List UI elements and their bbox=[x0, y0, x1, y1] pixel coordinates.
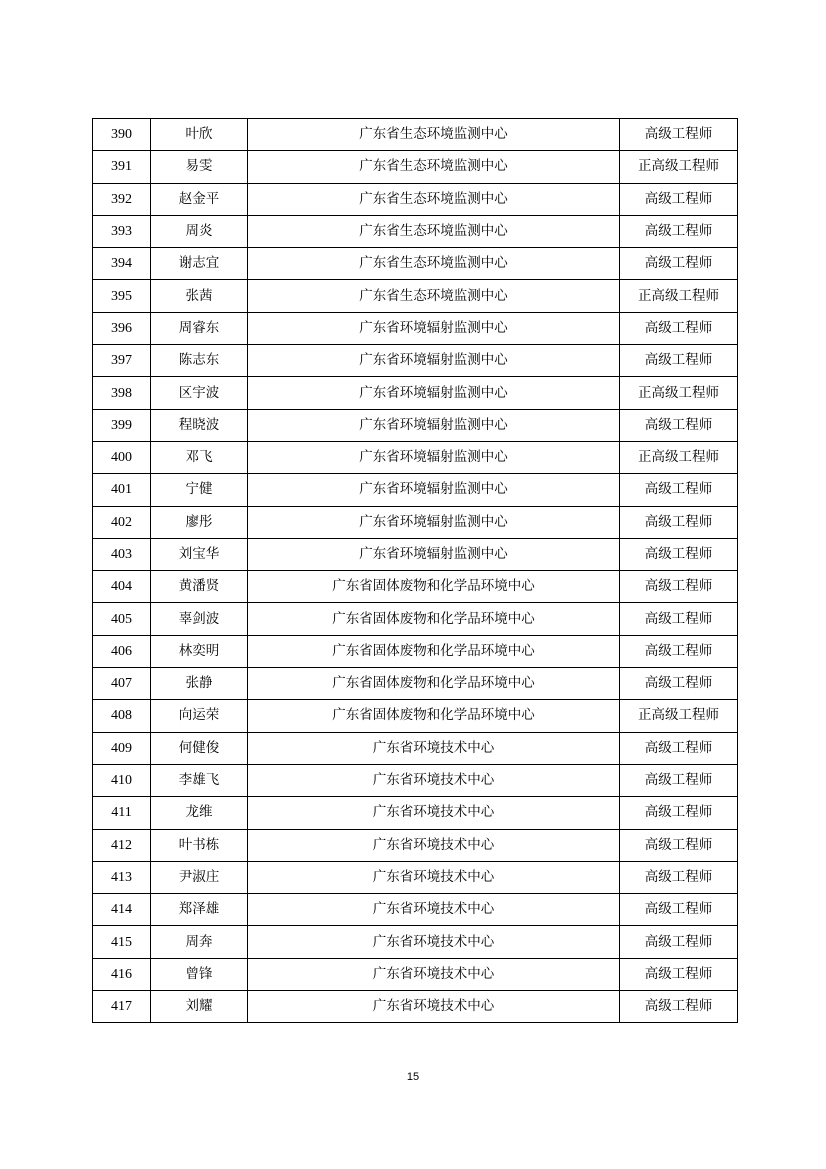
job-title-cell: 高级工程师 bbox=[620, 603, 738, 635]
serial-number-cell: 395 bbox=[93, 280, 151, 312]
name-cell: 叶书栋 bbox=[151, 829, 248, 861]
serial-number-cell: 409 bbox=[93, 732, 151, 764]
table-row bbox=[93, 119, 738, 151]
table-row bbox=[93, 409, 738, 441]
organization-cell: 广东省固体废物和化学品环境中心 bbox=[248, 700, 620, 732]
job-title-cell: 高级工程师 bbox=[620, 345, 738, 377]
name-cell: 周炎 bbox=[151, 215, 248, 247]
job-title-cell: 高级工程师 bbox=[620, 958, 738, 990]
organization-cell: 广东省环境辐射监测中心 bbox=[248, 506, 620, 538]
serial-number-cell: 416 bbox=[93, 958, 151, 990]
table-row bbox=[93, 732, 738, 764]
table-row bbox=[93, 764, 738, 796]
job-title-cell: 高级工程师 bbox=[620, 538, 738, 570]
table-row bbox=[93, 248, 738, 280]
roster-table-body bbox=[93, 119, 738, 1023]
name-cell: 何健俊 bbox=[151, 732, 248, 764]
organization-cell: 广东省固体废物和化学品环境中心 bbox=[248, 571, 620, 603]
name-cell: 向运荣 bbox=[151, 700, 248, 732]
serial-number-cell: 397 bbox=[93, 345, 151, 377]
organization-cell: 广东省固体废物和化学品环境中心 bbox=[248, 603, 620, 635]
name-cell: 尹淑庄 bbox=[151, 861, 248, 893]
serial-number-cell: 393 bbox=[93, 215, 151, 247]
name-cell: 龙维 bbox=[151, 797, 248, 829]
organization-cell: 广东省固体废物和化学品环境中心 bbox=[248, 668, 620, 700]
serial-number-cell: 398 bbox=[93, 377, 151, 409]
table-row bbox=[93, 506, 738, 538]
table-row bbox=[93, 700, 738, 732]
name-cell: 易雯 bbox=[151, 151, 248, 183]
name-cell: 赵金平 bbox=[151, 183, 248, 215]
serial-number-cell: 390 bbox=[93, 119, 151, 151]
name-cell: 谢志宜 bbox=[151, 248, 248, 280]
job-title-cell: 高级工程师 bbox=[620, 312, 738, 344]
job-title-cell: 正高级工程师 bbox=[620, 700, 738, 732]
name-cell: 叶欣 bbox=[151, 119, 248, 151]
organization-cell: 广东省生态环境监测中心 bbox=[248, 151, 620, 183]
name-cell: 张静 bbox=[151, 668, 248, 700]
serial-number-cell: 412 bbox=[93, 829, 151, 861]
job-title-cell: 正高级工程师 bbox=[620, 280, 738, 312]
organization-cell: 广东省生态环境监测中心 bbox=[248, 280, 620, 312]
job-title-cell: 高级工程师 bbox=[620, 635, 738, 667]
serial-number-cell: 391 bbox=[93, 151, 151, 183]
name-cell: 辜剑波 bbox=[151, 603, 248, 635]
table-row bbox=[93, 183, 738, 215]
table-row bbox=[93, 926, 738, 958]
organization-cell: 广东省生态环境监测中心 bbox=[248, 183, 620, 215]
job-title-cell: 正高级工程师 bbox=[620, 441, 738, 473]
serial-number-cell: 399 bbox=[93, 409, 151, 441]
table-row bbox=[93, 474, 738, 506]
organization-cell: 广东省环境辐射监测中心 bbox=[248, 377, 620, 409]
job-title-cell: 高级工程师 bbox=[620, 248, 738, 280]
name-cell: 陈志东 bbox=[151, 345, 248, 377]
table-row bbox=[93, 280, 738, 312]
name-cell: 刘宝华 bbox=[151, 538, 248, 570]
serial-number-cell: 406 bbox=[93, 635, 151, 667]
name-cell: 张茜 bbox=[151, 280, 248, 312]
table-row bbox=[93, 797, 738, 829]
organization-cell: 广东省生态环境监测中心 bbox=[248, 119, 620, 151]
table-row bbox=[93, 668, 738, 700]
job-title-cell: 高级工程师 bbox=[620, 732, 738, 764]
name-cell: 李雄飞 bbox=[151, 764, 248, 796]
job-title-cell: 高级工程师 bbox=[620, 409, 738, 441]
organization-cell: 广东省环境技术中心 bbox=[248, 958, 620, 990]
organization-cell: 广东省环境技术中心 bbox=[248, 926, 620, 958]
table-row bbox=[93, 635, 738, 667]
serial-number-cell: 403 bbox=[93, 538, 151, 570]
job-title-cell: 高级工程师 bbox=[620, 571, 738, 603]
name-cell: 邓飞 bbox=[151, 441, 248, 473]
organization-cell: 广东省环境辐射监测中心 bbox=[248, 409, 620, 441]
table-row bbox=[93, 829, 738, 861]
job-title-cell: 高级工程师 bbox=[620, 215, 738, 247]
name-cell: 郑泽雄 bbox=[151, 894, 248, 926]
name-cell: 周睿东 bbox=[151, 312, 248, 344]
table-row bbox=[93, 538, 738, 570]
job-title-cell: 高级工程师 bbox=[620, 119, 738, 151]
job-title-cell: 正高级工程师 bbox=[620, 377, 738, 409]
serial-number-cell: 413 bbox=[93, 861, 151, 893]
serial-number-cell: 402 bbox=[93, 506, 151, 538]
serial-number-cell: 394 bbox=[93, 248, 151, 280]
name-cell: 刘耀 bbox=[151, 991, 248, 1023]
organization-cell: 广东省环境辐射监测中心 bbox=[248, 538, 620, 570]
serial-number-cell: 404 bbox=[93, 571, 151, 603]
job-title-cell: 高级工程师 bbox=[620, 861, 738, 893]
name-cell: 程晓波 bbox=[151, 409, 248, 441]
job-title-cell: 高级工程师 bbox=[620, 764, 738, 796]
table-row bbox=[93, 991, 738, 1023]
serial-number-cell: 411 bbox=[93, 797, 151, 829]
organization-cell: 广东省环境辐射监测中心 bbox=[248, 474, 620, 506]
organization-cell: 广东省环境技术中心 bbox=[248, 732, 620, 764]
job-title-cell: 高级工程师 bbox=[620, 506, 738, 538]
serial-number-cell: 407 bbox=[93, 668, 151, 700]
job-title-cell: 正高级工程师 bbox=[620, 151, 738, 183]
job-title-cell: 高级工程师 bbox=[620, 474, 738, 506]
serial-number-cell: 400 bbox=[93, 441, 151, 473]
table-row bbox=[93, 958, 738, 990]
name-cell: 区宇波 bbox=[151, 377, 248, 409]
serial-number-cell: 405 bbox=[93, 603, 151, 635]
organization-cell: 广东省环境技术中心 bbox=[248, 764, 620, 796]
name-cell: 曾锋 bbox=[151, 958, 248, 990]
table-row bbox=[93, 345, 738, 377]
job-title-cell: 高级工程师 bbox=[620, 668, 738, 700]
organization-cell: 广东省环境技术中心 bbox=[248, 991, 620, 1023]
organization-cell: 广东省环境技术中心 bbox=[248, 861, 620, 893]
organization-cell: 广东省环境辐射监测中心 bbox=[248, 441, 620, 473]
job-title-cell: 高级工程师 bbox=[620, 183, 738, 215]
table-row bbox=[93, 603, 738, 635]
serial-number-cell: 410 bbox=[93, 764, 151, 796]
name-cell: 黄潘贤 bbox=[151, 571, 248, 603]
serial-number-cell: 392 bbox=[93, 183, 151, 215]
table-row bbox=[93, 571, 738, 603]
organization-cell: 广东省环境辐射监测中心 bbox=[248, 345, 620, 377]
job-title-cell: 高级工程师 bbox=[620, 894, 738, 926]
serial-number-cell: 396 bbox=[93, 312, 151, 344]
name-cell: 宁健 bbox=[151, 474, 248, 506]
job-title-cell: 高级工程师 bbox=[620, 797, 738, 829]
name-cell: 林奕明 bbox=[151, 635, 248, 667]
serial-number-cell: 401 bbox=[93, 474, 151, 506]
organization-cell: 广东省环境技术中心 bbox=[248, 894, 620, 926]
organization-cell: 广东省环境辐射监测中心 bbox=[248, 312, 620, 344]
organization-cell: 广东省生态环境监测中心 bbox=[248, 215, 620, 247]
table-row bbox=[93, 861, 738, 893]
name-cell: 周奔 bbox=[151, 926, 248, 958]
organization-cell: 广东省生态环境监测中心 bbox=[248, 248, 620, 280]
roster-table bbox=[92, 118, 738, 1023]
serial-number-cell: 417 bbox=[93, 991, 151, 1023]
serial-number-cell: 408 bbox=[93, 700, 151, 732]
table-row bbox=[93, 441, 738, 473]
serial-number-cell: 414 bbox=[93, 894, 151, 926]
job-title-cell: 高级工程师 bbox=[620, 829, 738, 861]
serial-number-cell: 415 bbox=[93, 926, 151, 958]
table-row bbox=[93, 151, 738, 183]
job-title-cell: 高级工程师 bbox=[620, 926, 738, 958]
table-row bbox=[93, 215, 738, 247]
table-row bbox=[93, 894, 738, 926]
table-row bbox=[93, 377, 738, 409]
table-row bbox=[93, 312, 738, 344]
name-cell: 廖彤 bbox=[151, 506, 248, 538]
job-title-cell: 高级工程师 bbox=[620, 991, 738, 1023]
organization-cell: 广东省环境技术中心 bbox=[248, 829, 620, 861]
organization-cell: 广东省环境技术中心 bbox=[248, 797, 620, 829]
page-number: 15 bbox=[406, 1071, 420, 1083]
organization-cell: 广东省固体废物和化学品环境中心 bbox=[248, 635, 620, 667]
